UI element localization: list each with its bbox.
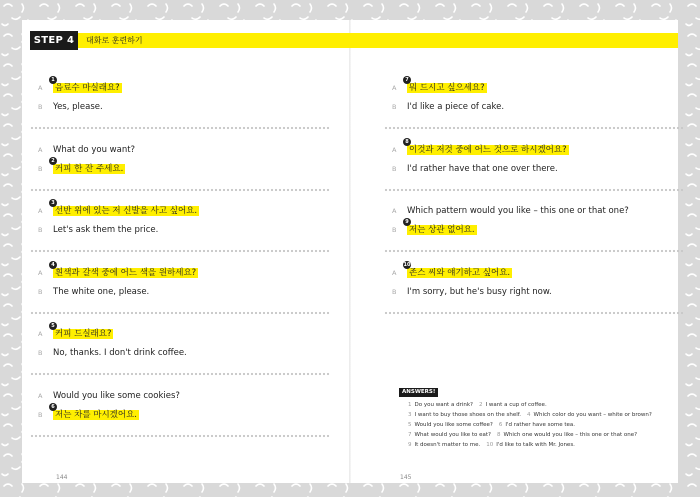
answer-number: 7	[408, 432, 412, 438]
answer-number: 9	[408, 442, 412, 448]
dialog-text: No, thanks. I don't drink coffee.	[53, 348, 187, 358]
speaker-label: B	[392, 287, 397, 296]
answer-text: I want a cup of coffee.	[485, 402, 547, 408]
answer-text: I want to buy those shoes on the shelf.	[414, 412, 522, 418]
answer-text: What would you like to eat?	[414, 432, 491, 438]
dialog-text: 뭐 드시고 싶으세요?	[409, 83, 485, 93]
speaker-label: A	[38, 145, 43, 154]
speaker-label: A	[38, 268, 43, 277]
answer-text: Which color do you want – white or brown?	[533, 412, 652, 418]
answer-line	[408, 401, 547, 409]
speaker-label: A	[38, 207, 43, 215]
answer-text: Would you like some coffee?	[414, 422, 493, 428]
answer-number: 6	[498, 422, 503, 428]
dotted-divider	[30, 126, 330, 130]
dialog-text: 선반 위에 있는 저 신발을 사고 싶어요.	[55, 206, 198, 216]
speaker-label: B	[38, 164, 43, 173]
answer-text: It doesn't matter to me.	[414, 442, 481, 448]
speaker-label: B	[38, 103, 43, 111]
exercise-number-badge: 2	[49, 157, 57, 165]
page-number-left: 144	[56, 474, 68, 481]
dotted-divider	[30, 434, 330, 438]
speaker-label: B	[38, 410, 43, 419]
answer-text: I'd like to talk with Mr. Jones.	[496, 442, 575, 448]
answer-line	[408, 411, 652, 419]
dotted-divider	[30, 249, 330, 253]
dialog-text: 음료수 마실래요?	[55, 83, 120, 93]
dialog-text: Let's ask them the price.	[53, 225, 159, 235]
exercise-number-badge: 6	[49, 403, 57, 411]
answers-badge: ANSWERS!	[399, 388, 438, 397]
speaker-label: B	[392, 103, 397, 111]
exercise-number-badge: 4	[49, 261, 57, 269]
answer-number: 4	[527, 412, 531, 418]
book-gutter	[349, 20, 351, 483]
speaker-label: A	[38, 391, 43, 400]
exercise-number-badge: 3	[49, 199, 57, 207]
answer-number: 1	[408, 402, 412, 408]
speaker-label: A	[392, 207, 397, 215]
dialog-text: I'm sorry, but he's busy right now.	[407, 286, 552, 297]
answer-text: Do you want a drink?	[414, 402, 473, 408]
dialog-text: The white one, please.	[53, 286, 150, 297]
dialog-text: Would you like some cookies?	[53, 390, 180, 401]
speaker-label: B	[392, 164, 397, 173]
dialog-text: 커피 드실래요?	[55, 329, 112, 339]
speaker-label: A	[38, 330, 43, 338]
answer-number: 2	[478, 402, 483, 408]
dotted-divider	[384, 126, 684, 130]
dialog-text: What do you want?	[53, 144, 136, 155]
dotted-divider	[30, 188, 330, 192]
dotted-divider	[384, 249, 684, 253]
speaker-label: B	[38, 226, 43, 234]
dotted-divider	[30, 311, 330, 315]
dotted-divider	[384, 311, 684, 315]
exercise-number-badge: 1	[49, 76, 57, 84]
dialog-text: 존스 씨와 얘기하고 싶어요.	[409, 267, 511, 278]
dotted-divider	[30, 372, 330, 376]
answer-text: Which one would you like – this one or that one?	[503, 432, 638, 438]
dialog-text: Which pattern would you like – this one or that one?	[407, 206, 629, 216]
answer-number: 8	[496, 432, 501, 438]
answer-number: 3	[408, 412, 412, 418]
dialog-text: 저는 상관 없어요.	[409, 225, 475, 235]
exercise-number-badge: 8	[403, 138, 411, 146]
speaker-label: B	[392, 226, 397, 234]
step-badge: STEP 4	[30, 31, 78, 50]
step-title: 대화로 훈련하기	[86, 36, 143, 45]
dialog-text: 흰색과 갈색 중에 어느 색을 원하세요?	[55, 267, 197, 278]
answer-number: 10	[486, 442, 494, 448]
page-number-right: 145	[400, 474, 412, 481]
answer-line	[408, 431, 637, 439]
dialog-text: I'd rather have that one over there.	[407, 163, 558, 174]
answer-text: I'd rather have some tea.	[505, 422, 576, 428]
dotted-divider	[384, 188, 684, 192]
answer-number: 5	[408, 422, 412, 428]
exercise-number-badge: 7	[403, 76, 411, 84]
dialog-text: I'd like a piece of cake.	[407, 102, 505, 112]
answer-line	[408, 421, 575, 429]
speaker-label: A	[392, 84, 397, 92]
exercise-number-badge: 9	[403, 218, 411, 226]
speaker-label: A	[38, 84, 43, 92]
dialog-text: 저는 차를 마시겠어요.	[55, 409, 138, 420]
speaker-label: A	[392, 268, 397, 277]
exercise-number-badge: 10	[403, 261, 411, 268]
dialog-text: 커피 한 잔 주세요.	[55, 163, 124, 174]
speaker-label: A	[392, 145, 397, 154]
dialog-text: 이것과 저것 중에 어느 것으로 하시겠어요?	[409, 144, 567, 155]
exercise-number-badge: 5	[49, 322, 57, 330]
dialog-text: Yes, please.	[53, 102, 103, 112]
answer-line	[408, 441, 575, 449]
speaker-label: B	[38, 287, 43, 296]
speaker-label: B	[38, 349, 43, 357]
